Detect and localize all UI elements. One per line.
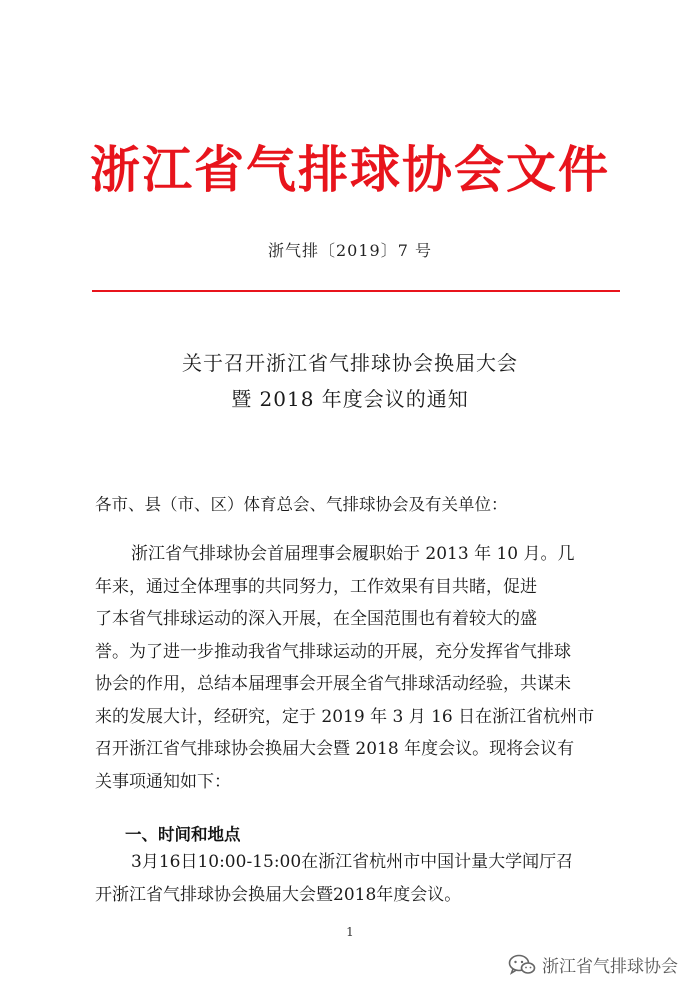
paragraph-line: 3月16日10:00-15:00在浙江省杭州市中国计量大学闻厅召 <box>131 852 574 872</box>
notice-title-line-2: 暨 2018 年度会议的通知 <box>231 387 469 411</box>
paragraph-time-place <box>95 846 630 911</box>
page-number: 1 <box>346 925 354 939</box>
document-header-title: 浙江省气排球协会文件 <box>90 141 610 199</box>
red-divider-line <box>92 290 620 292</box>
watermark-text: 浙江省气排球协会 <box>542 957 678 977</box>
paragraph-line: 来的发展大计，经研究，定于 2019 年 3 月 16 日在浙江省杭州市 <box>95 706 595 727</box>
section-heading-time-place: 一、时间和地点 <box>125 825 241 844</box>
wechat-icon <box>508 954 536 976</box>
paragraph-line: 浙江省气排球协会首届理事会履职始于 2013 年 10 月。几 <box>131 544 575 564</box>
paragraph-line: 年来，通过全体理事的共同努力，工作效果有目共睹，促进 <box>95 576 537 597</box>
wechat-watermark <box>508 952 678 977</box>
paragraph-line: 协会的作用，总结本届理事会开展全省气排球活动经验，共谋未 <box>95 674 571 694</box>
document-number: 浙气排〔2019〕7 号 <box>268 241 432 260</box>
salutation: 各市、县（市、区）体育总会、气排球协会及有关单位： <box>95 495 508 514</box>
notice-title-line-1: 关于召开浙江省气排球协会换届大会 <box>182 351 518 375</box>
paragraph-line: 召开浙江省气排球协会换届大会暨 2018 年度会议。现将会议有 <box>95 739 575 759</box>
paragraph-line: 开浙江省气排球协会换届大会暨2018年度会议。 <box>95 884 462 905</box>
paragraph-line: 誉。为了进一步推动我省气排球运动的开展，充分发挥省气排球 <box>95 641 571 662</box>
paragraph-intro <box>95 538 630 798</box>
paragraph-line: 了本省气排球运动的深入开展，在全国范围也有着较大的盛 <box>95 609 537 629</box>
paragraph-line: 关事项通知如下： <box>95 771 231 792</box>
